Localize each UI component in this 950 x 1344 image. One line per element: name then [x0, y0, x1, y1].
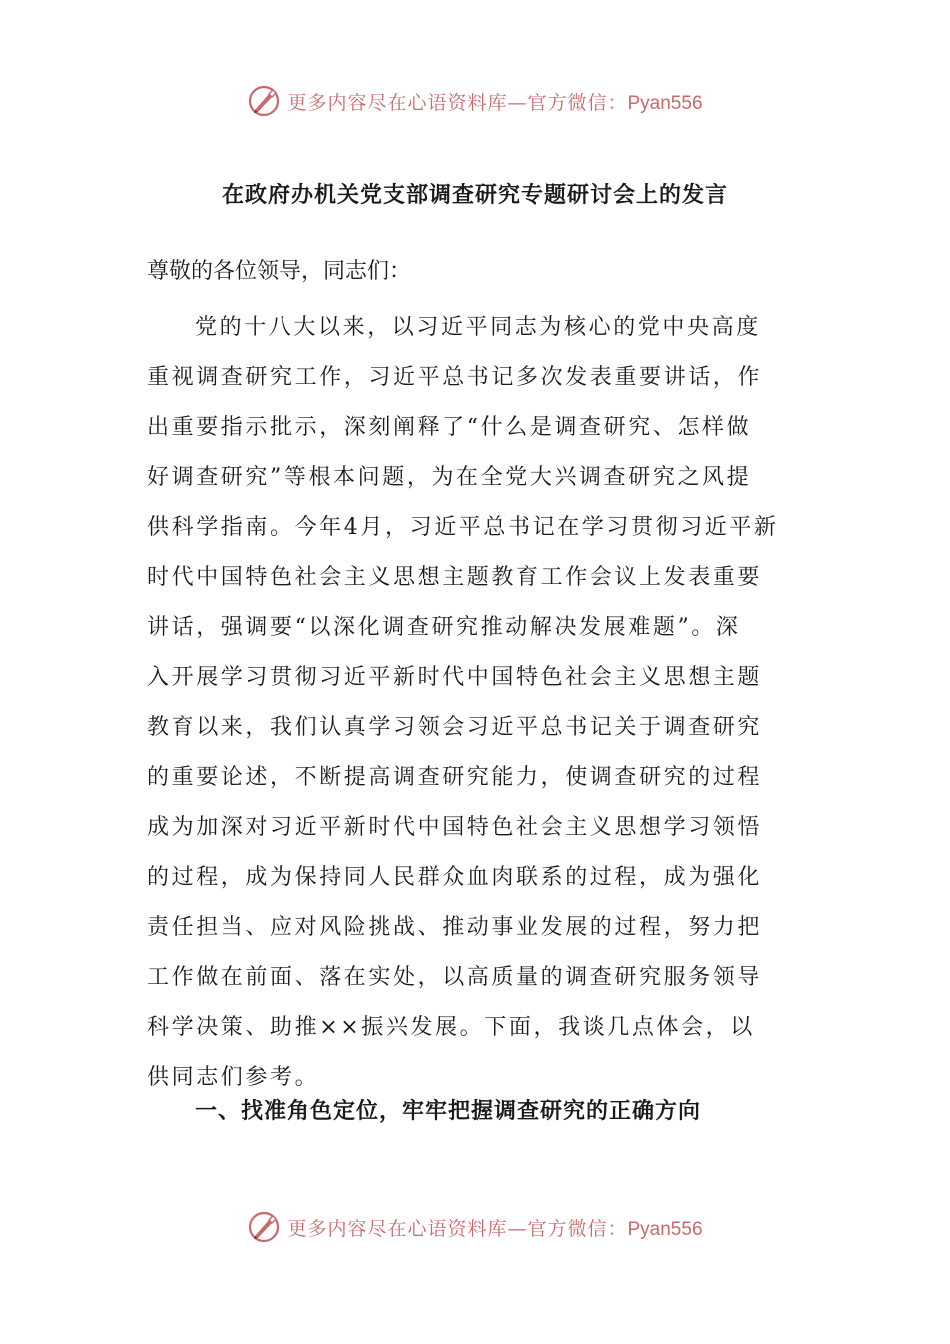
paragraph-line: 出重要指示批示，深刻阐释了“什么是调查研究、怎样做: [147, 415, 752, 440]
watermark-text: 更多内容尽在心语资料库—官方微信：Pyan556: [287, 1217, 703, 1240]
pen-logo-icon: [247, 84, 281, 118]
paragraph-line: 责任担当、应对风险挑战、推动事业发展的过程，努力把: [147, 915, 763, 940]
watermark-wechat-id: Pyan556: [627, 1218, 703, 1240]
paragraph-line: 的重要论述，不断提高调查研究能力，使调查研究的过程: [147, 765, 763, 790]
footer-watermark: [0, 1210, 950, 1244]
paragraph-line: 的过程，成为保持同人民群众血肉联系的过程，成为强化: [147, 865, 763, 890]
paragraph-line: 成为加深对习近平新时代中国特色社会主义思想学习领悟: [147, 815, 763, 840]
paragraph-line: 供同志们参考。: [147, 1065, 320, 1090]
watermark-wechat-id: Pyan556: [627, 92, 703, 114]
body-paragraph: [147, 303, 827, 1103]
pen-logo-icon: [247, 1210, 281, 1244]
header-watermark: [0, 84, 950, 118]
paragraph-line: 科学决策、助推××振兴发展。下面，我谈几点体会，以: [147, 1015, 755, 1040]
paragraph-line: 供科学指南。今年4月，习近平总书记在学习贯彻习近平新: [147, 515, 779, 540]
paragraph-line: 讲话，强调要“以深化调查研究推动解决发展难题”。深: [147, 615, 741, 640]
paragraph-line: 重视调查研究工作，习近平总书记多次发表重要讲话，作: [147, 365, 763, 390]
paragraph-line: 好调查研究”等根本问题，为在全党大兴调查研究之风提: [147, 465, 752, 490]
paragraph-line: 工作做在前面、落在实处，以高质量的调查研究服务领导: [147, 965, 763, 990]
section-heading: 一、找准角色定位，牢牢把握调查研究的正确方向: [195, 1098, 702, 1124]
paragraph-line: 时代中国特色社会主义思想主题教育工作会议上发表重要: [147, 565, 763, 590]
paragraph-line: 入开展学习贯彻习近平新时代中国特色社会主义思想主题: [147, 665, 763, 690]
paragraph-line: 党的十八大以来，以习近平同志为核心的党中央高度: [195, 315, 761, 340]
watermark-text: 更多内容尽在心语资料库—官方微信：Pyan556: [287, 91, 703, 114]
paragraph-line: 教育以来，我们认真学习领会习近平总书记关于调查研究: [147, 715, 763, 740]
document-title: 在政府办机关党支部调查研究专题研讨会上的发言: [221, 182, 728, 208]
salutation: 尊敬的各位领导，同志们：: [147, 259, 412, 284]
